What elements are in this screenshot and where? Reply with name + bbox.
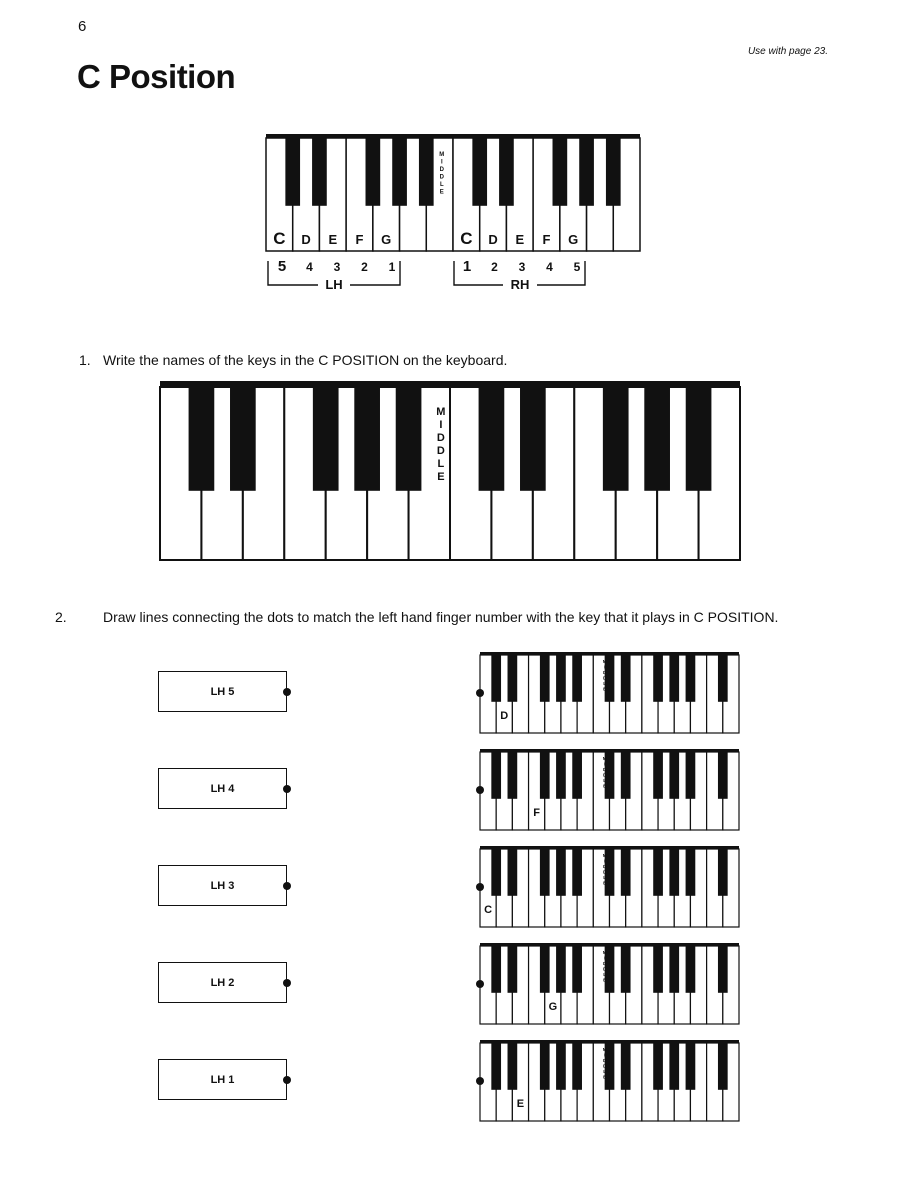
- middle-label-letter: E: [603, 977, 607, 983]
- middle-label-letter: D: [603, 670, 607, 675]
- black-key[interactable]: [491, 752, 501, 799]
- black-key[interactable]: [354, 387, 380, 491]
- exercise-1-number: 1.: [79, 352, 91, 368]
- middle-label-letter: L: [603, 778, 607, 783]
- black-key[interactable]: [718, 655, 728, 702]
- middle-label-letter: I: [440, 159, 443, 166]
- black-key[interactable]: [686, 655, 696, 702]
- black-key[interactable]: [313, 387, 339, 491]
- middle-label-letter: L: [439, 182, 444, 188]
- black-key[interactable]: [718, 946, 728, 993]
- exercise-2-keyboard-5: [476, 1040, 739, 1121]
- lh-note-label: F: [355, 232, 364, 247]
- black-key[interactable]: [553, 138, 568, 206]
- lh-finger-number: 1: [388, 260, 396, 274]
- middle-label-letter: L: [603, 681, 607, 686]
- lh-note-label: D: [301, 232, 311, 247]
- black-key[interactable]: [556, 849, 566, 896]
- page-title: C Position: [77, 58, 236, 95]
- middle-label-letter: M: [602, 853, 607, 858]
- lh2-label: LH 2: [210, 976, 235, 989]
- middle-label-letter: E: [603, 1074, 607, 1080]
- black-key[interactable]: [669, 1043, 679, 1090]
- black-key[interactable]: [621, 752, 631, 799]
- black-key[interactable]: [653, 655, 663, 702]
- rh-note-label: D: [488, 232, 498, 247]
- lh-finger-number: 2: [361, 260, 368, 274]
- black-key[interactable]: [392, 138, 407, 206]
- black-key[interactable]: [669, 849, 679, 896]
- black-key[interactable]: [669, 655, 679, 702]
- middle-label-letter: D: [603, 767, 607, 772]
- middle-label-letter: D: [439, 167, 444, 173]
- black-key[interactable]: [653, 849, 663, 896]
- exercise-2-number: 2.: [55, 609, 67, 625]
- black-key[interactable]: [669, 752, 679, 799]
- black-key[interactable]: [508, 946, 518, 993]
- black-key[interactable]: [508, 849, 518, 896]
- rh-finger-number: 1: [462, 258, 472, 275]
- middle-label-letter: D: [436, 445, 445, 457]
- black-key[interactable]: [572, 655, 582, 702]
- black-key[interactable]: [556, 1043, 566, 1090]
- key-note-label: D: [500, 710, 509, 722]
- middle-label-letter: I: [604, 858, 606, 864]
- black-key[interactable]: [508, 752, 518, 799]
- black-key[interactable]: [312, 138, 327, 206]
- black-key[interactable]: [540, 1043, 550, 1090]
- lh-note-label: G: [381, 232, 392, 247]
- black-key[interactable]: [621, 849, 631, 896]
- black-key[interactable]: [479, 387, 505, 491]
- lh1-label: LH 1: [210, 1073, 235, 1086]
- rh-finger-number: 2: [491, 260, 498, 274]
- black-key[interactable]: [686, 946, 696, 993]
- black-key[interactable]: [491, 1043, 501, 1090]
- black-key[interactable]: [396, 387, 422, 491]
- middle-label-letter: D: [603, 675, 607, 681]
- lh-finger-number: 4: [306, 260, 313, 274]
- rh-bracket-label: RH: [510, 277, 530, 292]
- exercise-2-keyboard-4: [476, 943, 739, 1024]
- middle-label-letter: D: [603, 1063, 607, 1069]
- black-key[interactable]: [572, 1043, 582, 1090]
- middle-label-letter: E: [603, 783, 607, 789]
- exercise-1-keyboard: [160, 381, 740, 560]
- black-key[interactable]: [230, 387, 256, 491]
- middle-label-letter: M: [436, 406, 446, 418]
- middle-label-letter: M: [602, 1047, 607, 1052]
- keyboard-top-bar: [160, 381, 740, 387]
- middle-label-letter: D: [603, 961, 607, 966]
- rh-finger-number: 3: [518, 260, 526, 274]
- rh-note-label: C: [460, 229, 473, 248]
- middle-label-letter: I: [604, 1052, 606, 1058]
- black-key[interactable]: [653, 1043, 663, 1090]
- black-key[interactable]: [603, 387, 629, 491]
- black-key[interactable]: [491, 655, 501, 702]
- black-key[interactable]: [491, 946, 501, 993]
- black-key[interactable]: [285, 138, 300, 206]
- middle-label-letter: I: [439, 419, 443, 431]
- black-key[interactable]: [508, 655, 518, 702]
- exercise-2-text: Draw lines connecting the dots to match the left hand finger number with the key that it plays in C POSITION.: [103, 609, 779, 625]
- key-note-label: E: [516, 1098, 525, 1110]
- keyboard-dot[interactable]: [476, 786, 484, 794]
- middle-label-letter: D: [603, 1058, 607, 1063]
- middle-label-letter: D: [603, 966, 607, 972]
- black-key[interactable]: [540, 752, 550, 799]
- black-key[interactable]: [644, 387, 670, 491]
- rh-note-label: E: [515, 232, 525, 247]
- middle-label-letter: E: [603, 686, 607, 692]
- black-key[interactable]: [579, 138, 594, 206]
- lh4-label: LH 4: [210, 782, 235, 795]
- keyboard-top-bar: [480, 943, 739, 946]
- middle-label-letter: D: [603, 869, 607, 875]
- black-key[interactable]: [621, 1043, 631, 1090]
- key-note-label: C: [484, 904, 493, 916]
- rh-finger-number: 4: [546, 260, 553, 274]
- middle-label-letter: D: [603, 772, 607, 778]
- lh-finger-number: 3: [333, 260, 341, 274]
- black-key[interactable]: [472, 138, 487, 206]
- black-key[interactable]: [540, 655, 550, 702]
- lh-bracket-label: LH: [325, 277, 343, 292]
- middle-label-letter: L: [603, 875, 607, 880]
- middle-label-letter: M: [439, 152, 445, 158]
- rh-finger-number: 5: [573, 260, 581, 274]
- keyboard-dot[interactable]: [476, 689, 484, 697]
- black-key[interactable]: [686, 387, 712, 491]
- keyboard-top-bar: [480, 846, 739, 849]
- middle-label-letter: E: [439, 189, 444, 196]
- use-with-note: Use with page 23.: [747, 46, 828, 57]
- black-key[interactable]: [556, 946, 566, 993]
- lh3-label: LH 3: [210, 879, 235, 892]
- black-key[interactable]: [718, 1043, 728, 1090]
- middle-label-letter: M: [602, 950, 607, 955]
- rh-note-label: G: [568, 232, 579, 247]
- black-key[interactable]: [508, 1043, 518, 1090]
- black-key[interactable]: [520, 387, 546, 491]
- middle-label-letter: L: [437, 458, 445, 470]
- exercise-2-keyboard-1: [476, 652, 739, 733]
- lh5-label: LH 5: [210, 685, 235, 698]
- key-note-label: F: [533, 807, 541, 819]
- black-key[interactable]: [572, 946, 582, 993]
- black-key[interactable]: [572, 849, 582, 896]
- keyboard-top-bar: [480, 749, 739, 752]
- keyboard-top-bar: [266, 134, 640, 138]
- middle-label-letter: I: [604, 955, 606, 961]
- rh-note-label: F: [542, 232, 551, 247]
- lh-note-label: E: [328, 232, 338, 247]
- black-key[interactable]: [653, 946, 663, 993]
- black-key[interactable]: [686, 1043, 696, 1090]
- middle-label-letter: L: [603, 1069, 607, 1074]
- middle-label-letter: I: [604, 664, 606, 670]
- exercise-2-keyboard-3: [476, 846, 739, 927]
- keyboard-dot[interactable]: [476, 1077, 484, 1085]
- middle-label-letter: E: [437, 471, 445, 483]
- black-key[interactable]: [499, 138, 514, 206]
- black-key[interactable]: [366, 138, 381, 206]
- keyboard-dot[interactable]: [476, 980, 484, 988]
- black-key[interactable]: [556, 752, 566, 799]
- exercise-1-text: Write the names of the keys in the C POSITION on the keyboard.: [103, 352, 508, 368]
- black-key[interactable]: [491, 849, 501, 896]
- black-key[interactable]: [189, 387, 215, 491]
- black-key[interactable]: [718, 752, 728, 799]
- keyboard-top-bar: [480, 652, 739, 655]
- black-key[interactable]: [686, 752, 696, 799]
- middle-label-letter: I: [604, 761, 606, 767]
- black-key[interactable]: [540, 946, 550, 993]
- middle-label-letter: E: [603, 880, 607, 886]
- black-key[interactable]: [540, 849, 550, 896]
- key-note-label: G: [548, 1001, 558, 1013]
- black-key[interactable]: [621, 946, 631, 993]
- black-key[interactable]: [606, 138, 621, 206]
- keyboard-top-bar: [480, 1040, 739, 1043]
- middle-label-letter: L: [603, 972, 607, 977]
- black-key[interactable]: [621, 655, 631, 702]
- middle-label-letter: M: [602, 756, 607, 761]
- exercise-2-keyboard-2: [476, 749, 739, 830]
- middle-label-letter: D: [603, 864, 607, 869]
- page-number: 6: [78, 18, 87, 35]
- middle-label-letter: M: [602, 659, 607, 664]
- keyboard-dot[interactable]: [476, 883, 484, 891]
- black-key[interactable]: [718, 849, 728, 896]
- black-key[interactable]: [669, 946, 679, 993]
- middle-label-letter: D: [439, 174, 444, 181]
- black-key[interactable]: [686, 849, 696, 896]
- reference-keyboard: [266, 134, 640, 292]
- black-key[interactable]: [419, 138, 434, 206]
- lh-note-label: C: [273, 229, 286, 248]
- black-key[interactable]: [653, 752, 663, 799]
- black-key[interactable]: [572, 752, 582, 799]
- middle-label-letter: D: [436, 432, 445, 444]
- lh-finger-number: 5: [277, 258, 287, 275]
- black-key[interactable]: [556, 655, 566, 702]
